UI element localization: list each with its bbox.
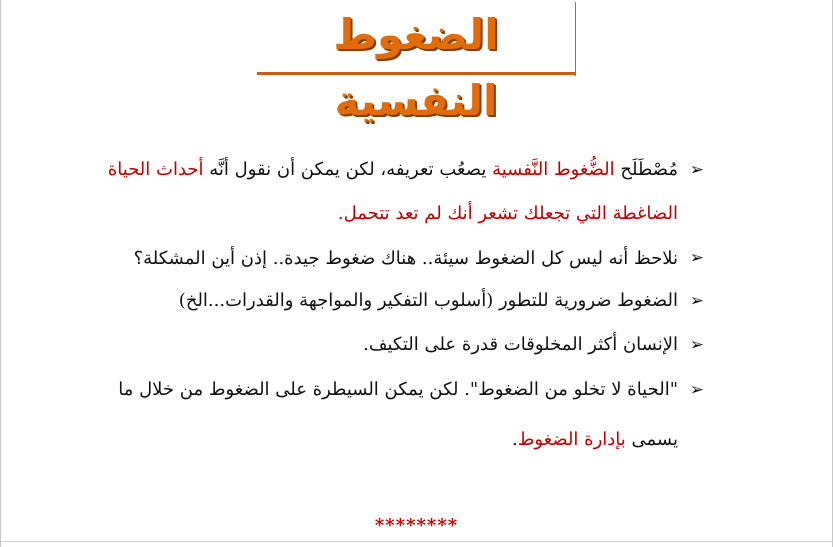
list-item <box>101 365 704 465</box>
checkmark-arrow-icon: ➢ <box>689 291 704 311</box>
item-text: "الحياة لا تخلو من الضغوط". لكن يمكن السيطرة على الضغوط من خلال ما يسمى <box>118 379 678 450</box>
item-text: الضغوط ضرورية للتطور (أسلوب التفكير والمواجهة والقدرات...الخ) <box>178 290 678 311</box>
list-item <box>101 236 704 281</box>
checkmark-arrow-icon: ➢ <box>689 380 704 400</box>
bullet-list <box>101 148 704 465</box>
list-item <box>101 281 704 321</box>
term-highlight: بإدارة الضغوط <box>517 429 626 450</box>
title-underline <box>257 72 575 75</box>
checkmark-arrow-icon: ➢ <box>689 248 704 268</box>
term-highlight: الضُّغوط النَّفسية <box>492 159 615 180</box>
checkmark-arrow-icon: ➢ <box>689 335 704 355</box>
section-separator: ******** <box>374 515 459 536</box>
item-text: الإنسان أكثر المخلوقات قدرة على التكيف. <box>363 334 678 355</box>
title-box <box>257 2 576 125</box>
page-title: الضغوط النفسية <box>333 10 499 125</box>
list-item <box>101 148 704 236</box>
checkmark-arrow-icon: ➢ <box>689 160 704 180</box>
item-text: يصعُب تعريفه، لكن يمكن أن نقول أنَّه <box>203 159 493 180</box>
item-text: . <box>511 429 518 450</box>
item-text: نلاحظ أنه ليس كل الضغوط سيئة.. هناك ضغوط جيدة.. إذن أين المشكلة؟ <box>133 248 678 269</box>
list-item <box>101 325 704 365</box>
page-bottom-edge <box>1 541 832 542</box>
definition-highlight: أحداث الحياة الضاغطة التي تجعلك تشعر أنك لم تعد تتحمل. <box>107 159 678 224</box>
item-text: مُصْطَلَح <box>614 159 678 180</box>
